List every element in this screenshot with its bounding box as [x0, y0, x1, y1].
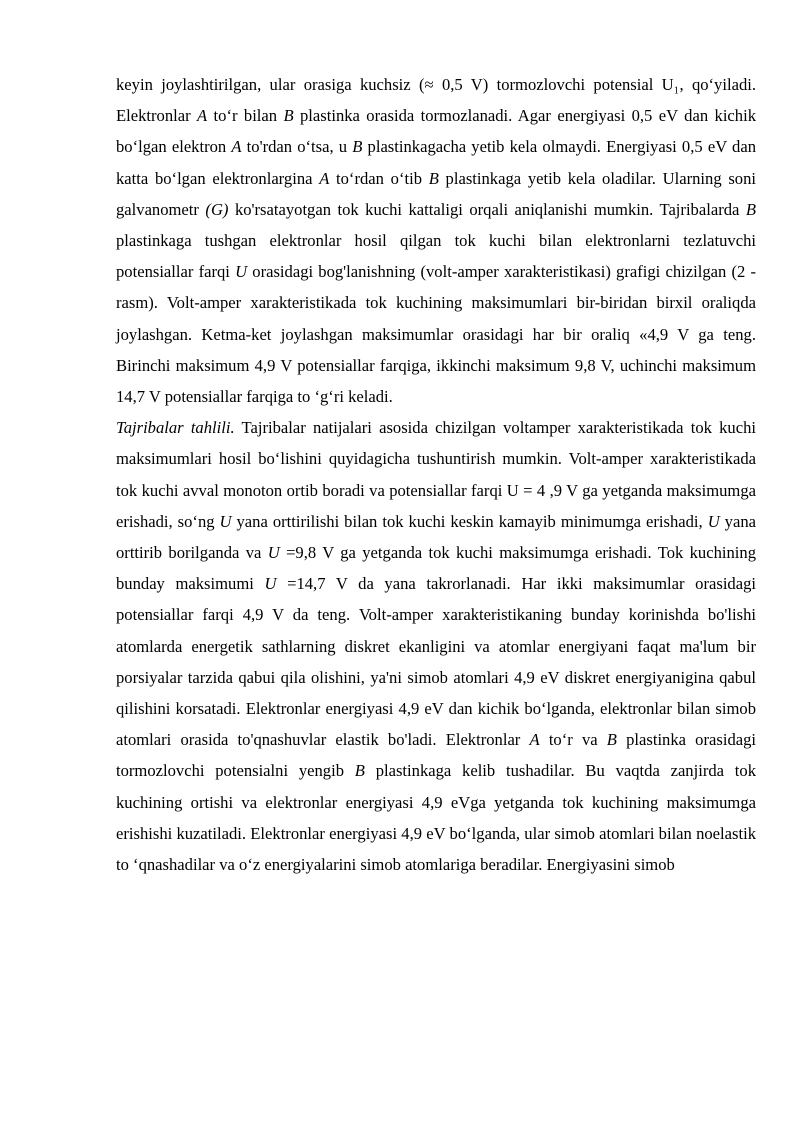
text-run: plastinkaga yetib kela oladilar. Ularning soni galvanometr [116, 168, 756, 219]
italic-text: U [235, 262, 248, 282]
text-run: =14,7 V da yana takrorlanadi. Har ikki maksimumlar orasidagi potensiallar farqi 4,9 V da teng. Volt-amper xarakteristikaning bunday korinishda bo'lishi atomlarda energetik sathlarning diskret ekanligini va atomlar energiyani faqat ma'lum bir porsiyalar tarzida qabui qila olishini, ya'ni simob atomlari 4,9 eV diskret energiyanigina qabul qilishini korsatadi. Elektronlar energiyasi 4,9 eV dan kichik bo‘lganda, elektronlar bilan simob atomlari orasida to'qnashuvlar elastik bo'ladi. Elektronlar [116, 574, 756, 750]
text-run: plastinkagacha yetib kela olmaydi. Energiyasi 0,5 eV dan katta bo‘lgan elektronlargina [116, 137, 756, 188]
italic-text: A [529, 730, 540, 750]
text-run: plastinka orasidagi tormozlovchi potensialni yengib [116, 730, 757, 781]
italic-text: B [283, 106, 294, 126]
text-run: ko'rsatayotgan tok kuchi kattaligi orqali aniqlanishi mumkin. Tajribalarda [228, 199, 746, 219]
italic-text: A [319, 168, 330, 188]
italic-text: (G) [205, 199, 229, 219]
text-run: yana orttirib borilganda va [116, 511, 756, 563]
text-run: to‘r bilan [207, 106, 284, 126]
italic-text: B [745, 199, 756, 219]
text-run: yana orttirilishi bilan tok kuchi keskin kamayib minimumga erishadi, [231, 511, 708, 531]
italic-text: U [264, 574, 277, 594]
italic-text: U [267, 543, 280, 563]
italic-text: B [352, 137, 363, 157]
italic-text: B [606, 730, 617, 750]
text-run: to'rdan o‘tsa, u [241, 137, 353, 157]
text-run: orasidagi bog'lanishning (volt-amper xarakteristikasi) grafigi chizilgan (2 - rasm). Volt-amper xarakteristikada tok kuchining maksimumlari bir-biridan birxil oraliqda joylashgan. Ketma-ket joylashgan maksimumlar orasidagi har bir oraliq «4,9 V ga teng. Birinchi maksimum 4,9 V potensiallar farqiga, ikkinchi maksimum 9,8 V, uchinchi maksimum 14,7 V potensiallar farqiga to ‘g‘ri keladi. [116, 262, 756, 407]
paragraph-1 [116, 69, 756, 412]
text-run: plastinkaga tushgan elektronlar hosil qilgan tok kuchi bilan elektronlarni tezlatuvchi potensiallar farqi [116, 231, 756, 282]
paragraph-2 [116, 412, 756, 880]
italic-text: Tajribalar tahlili. [116, 418, 235, 438]
text-run: plastinkaga kelib tushadilar. Bu vaqtda zanjirda tok kuchining ortishi va elektronlar energiyasi 4,9 eVga yetganda tok kuchining maksimumga erishishi kuzatiladi. Elektronlar energiyasi 4,9 eV bo‘lganda, ular simob atomlari bilan noelastik to ‘qnashadilar va o‘z energiyalarini simob atomlariga beradilar. Energiyasini simob [116, 761, 756, 875]
italic-text: B [354, 761, 365, 781]
italic-text: B [428, 168, 439, 188]
italic-text: U [707, 511, 720, 531]
text-run: Tajribalar natijalari asosida chizilgan voltamper xarakteristikada tok kuchi maksimumlari hosil bo‘lishini quyidagicha tushuntirish mumkin. Volt-amper xarakteristikada tok kuchi avval monoton ortib boradi va potensiallar farqi U = 4 ,9 V ga yetganda maksimumga erishadi, so‘ng [116, 418, 756, 531]
text-run: to‘r va [539, 730, 607, 750]
text-run: plastinka orasida tormozlanadi. Agar energiyasi 0,5 eV dan kichik bo‘lgan elektron [116, 106, 756, 157]
text-run: keyin joylashtirilgan, ular orasiga kuchsiz (≈ 0,5 V) tormozlovchi potensial U₁, qo‘yiladi. Elektronlar [116, 75, 756, 126]
italic-text: A [231, 137, 242, 157]
italic-text: U [219, 511, 232, 531]
document-page [116, 69, 756, 880]
text-run: =9,8 V ga yetganda tok kuchi maksimumga erishadi. Tok kuchining bunday maksimumi [116, 543, 756, 594]
text-run: to‘rdan o‘tib [329, 168, 429, 188]
italic-text: A [197, 106, 208, 126]
